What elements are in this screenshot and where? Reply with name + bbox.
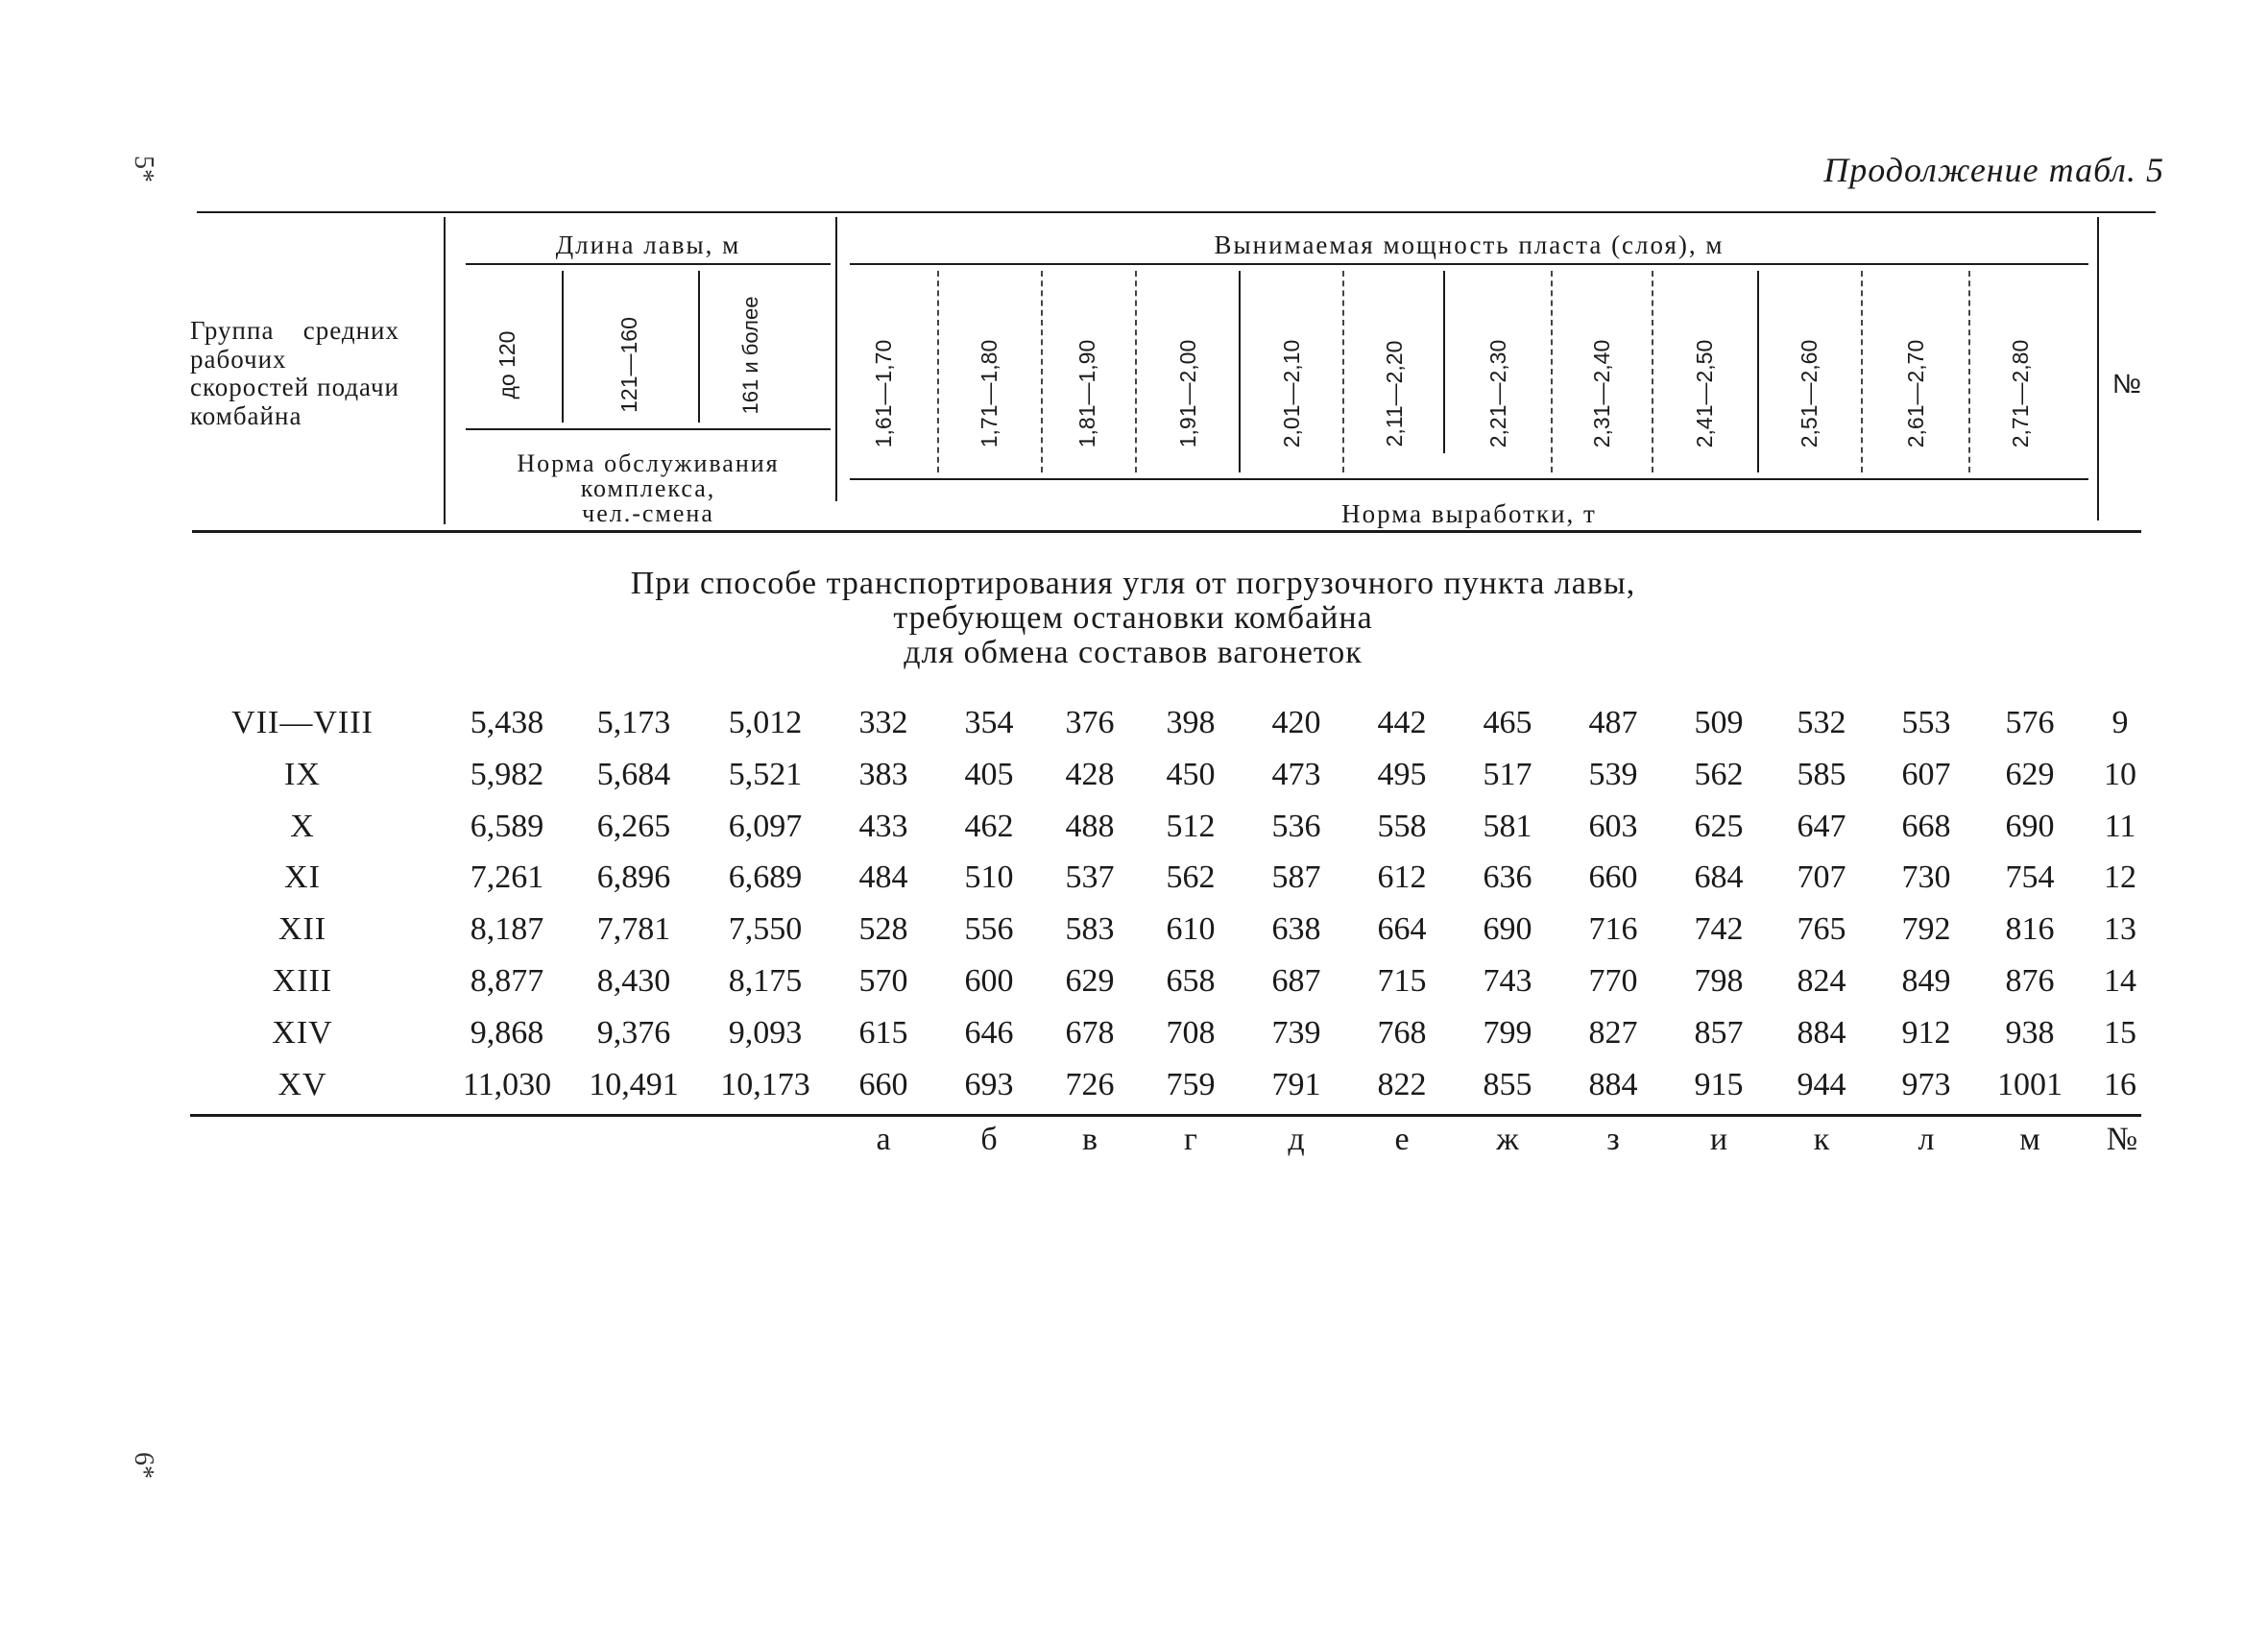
cell-output-4: 450 [1166, 756, 1216, 792]
row-group-label: XI [284, 859, 321, 896]
cell-output-8: 660 [1588, 859, 1638, 896]
header-vline-mid [835, 217, 837, 501]
cell-output-6: 442 [1377, 705, 1427, 740]
cell-output-10: 532 [1797, 705, 1846, 740]
cell-length-1: 11,030 [462, 1066, 552, 1102]
footer-letter: л [1918, 1122, 1935, 1157]
thick-sep-11 [1968, 271, 1970, 472]
footer-letter: е [1394, 1122, 1410, 1157]
length-sep-1 [562, 271, 564, 423]
cell-output-12: 1001 [1997, 1066, 2063, 1102]
cell-output-4: 562 [1166, 859, 1216, 896]
cell-output-8: 716 [1588, 911, 1638, 948]
footer-letter: к [1813, 1122, 1830, 1157]
cell-output-2: 405 [964, 756, 1014, 792]
cell-output-4: 759 [1166, 1066, 1216, 1102]
cell-output-7: 581 [1483, 808, 1532, 844]
cell-output-8: 539 [1588, 756, 1638, 792]
thickness-title-rule [850, 263, 2088, 265]
thick-col-8: 2,31—2,40 [1589, 339, 1614, 448]
cell-output-11: 792 [1901, 911, 1951, 948]
footer-letter: д [1288, 1122, 1305, 1157]
thick-col-6: 2,11—2,20 [1382, 340, 1407, 448]
cell-output-12: 754 [2005, 859, 2055, 896]
continuation-label: Продолжение табл. 5 [1823, 151, 2164, 189]
length-sep-2 [698, 271, 700, 423]
table-bottom-rule [190, 1114, 2141, 1117]
row-number: 11 [2104, 808, 2136, 844]
thick-col-5: 2,01—2,10 [1279, 339, 1304, 448]
cell-output-4: 658 [1166, 963, 1216, 999]
row-group-label: XII [277, 911, 327, 948]
cell-output-8: 884 [1588, 1066, 1638, 1102]
cell-output-9: 742 [1694, 911, 1744, 948]
cell-output-9: 509 [1694, 705, 1744, 740]
cell-output-3: 678 [1065, 1014, 1115, 1051]
cell-output-7: 636 [1483, 859, 1532, 896]
cell-output-12: 690 [2005, 808, 2055, 844]
cell-length-3: 7,550 [728, 911, 803, 948]
cell-output-4: 398 [1166, 705, 1216, 740]
header-vline-left [444, 217, 446, 524]
row-group-label: XIV [272, 1014, 333, 1051]
thick-col-12: 2,71—2,80 [2008, 339, 2033, 448]
cell-length-3: 6,097 [728, 808, 803, 844]
cell-output-8: 487 [1588, 705, 1638, 740]
thick-sep-5 [1342, 271, 1344, 472]
cell-output-1: 660 [858, 1066, 908, 1102]
thick-col-2: 1,71—1,80 [977, 339, 1001, 448]
cell-output-7: 743 [1483, 963, 1532, 999]
cell-output-3: 629 [1065, 963, 1115, 999]
cell-output-5: 536 [1271, 808, 1321, 844]
row-number: 13 [2104, 911, 2136, 948]
header-vline-right [2097, 217, 2099, 520]
row-number: 16 [2104, 1066, 2136, 1102]
cell-length-1: 9,868 [470, 1014, 544, 1051]
cell-output-1: 615 [858, 1014, 908, 1051]
cell-output-3: 583 [1065, 911, 1115, 948]
thick-sep-2 [1041, 271, 1043, 472]
cell-length-2: 6,896 [596, 859, 671, 896]
cell-output-1: 433 [858, 808, 908, 844]
thick-sep-4 [1239, 271, 1241, 472]
cell-length-2: 8,430 [596, 963, 671, 999]
row-group-label: XV [277, 1066, 327, 1102]
cell-output-8: 770 [1588, 963, 1638, 999]
cell-output-11: 849 [1901, 963, 1951, 999]
cell-output-5: 587 [1271, 859, 1321, 896]
thick-col-4: 1,91—2,00 [1175, 339, 1200, 448]
thick-col-10: 2,51—2,60 [1797, 339, 1822, 448]
thick-col-7: 2,21—2,30 [1485, 339, 1510, 448]
thick-sep-1 [937, 271, 939, 472]
footer-letter: ж [1496, 1122, 1519, 1157]
service-norm-label [470, 451, 826, 526]
cell-length-2: 10,491 [589, 1066, 679, 1102]
thick-sep-6 [1443, 271, 1445, 453]
cell-output-6: 715 [1377, 963, 1427, 999]
row-group-label: VII—VIII [231, 705, 374, 740]
cell-output-8: 827 [1588, 1014, 1638, 1051]
cell-output-3: 537 [1065, 859, 1115, 896]
thick-sep-10 [1861, 271, 1863, 472]
footer-letter: в [1081, 1122, 1098, 1157]
row-group-label: IX [284, 756, 321, 792]
thick-col-9: 2,41—2,50 [1692, 339, 1717, 448]
cell-output-2: 354 [964, 705, 1014, 740]
footer-no-label: № [2106, 1122, 2138, 1157]
cell-output-7: 855 [1483, 1066, 1532, 1102]
cell-output-12: 629 [2005, 756, 2055, 792]
cell-length-3: 5,521 [728, 756, 803, 792]
cell-output-3: 428 [1065, 756, 1115, 792]
cell-output-9: 798 [1694, 963, 1744, 999]
row-group-label: X [290, 808, 315, 844]
row-number: 15 [2104, 1014, 2136, 1051]
cell-output-2: 600 [964, 963, 1014, 999]
cell-output-10: 765 [1797, 911, 1846, 948]
cell-output-2: 462 [964, 808, 1014, 844]
header-no-label: № [2112, 369, 2142, 399]
header-top-rule [197, 211, 2156, 213]
cell-output-5: 420 [1271, 705, 1321, 740]
cell-length-1: 8,187 [470, 911, 544, 948]
cell-output-7: 517 [1483, 756, 1532, 792]
cell-output-5: 473 [1271, 756, 1321, 792]
cell-length-1: 5,982 [470, 756, 544, 792]
cell-output-3: 488 [1065, 808, 1115, 844]
cell-output-4: 610 [1166, 911, 1216, 948]
cell-output-8: 603 [1588, 808, 1638, 844]
row-number: 12 [2104, 859, 2136, 896]
cell-output-5: 791 [1271, 1066, 1321, 1102]
cell-output-12: 816 [2005, 911, 2055, 948]
cell-length-1: 5,438 [470, 705, 544, 740]
thick-col-11: 2,61—2,70 [1903, 339, 1928, 448]
cell-length-2: 9,376 [596, 1014, 671, 1051]
footer-letter: г [1184, 1122, 1197, 1157]
cell-output-9: 857 [1694, 1014, 1744, 1051]
cell-length-3: 9,093 [728, 1014, 803, 1051]
length-title-rule [466, 263, 831, 265]
footer-letter: б [980, 1122, 998, 1157]
cell-output-2: 646 [964, 1014, 1014, 1051]
section-title [499, 567, 1767, 670]
footer-letter: з [1606, 1122, 1620, 1157]
cell-output-6: 768 [1377, 1014, 1427, 1051]
cell-length-2: 5,684 [596, 756, 671, 792]
cell-output-6: 558 [1377, 808, 1427, 844]
cell-output-4: 708 [1166, 1014, 1216, 1051]
thick-sep-8 [1652, 271, 1653, 472]
length-col-2: 121—160 [616, 317, 641, 413]
cell-length-3: 6,689 [728, 859, 803, 896]
output-norm-label: Норма выработки, т [1341, 499, 1597, 528]
cell-output-10: 707 [1797, 859, 1846, 896]
footer-letter: и [1709, 1122, 1728, 1157]
cell-output-1: 484 [858, 859, 908, 896]
thick-sep-7 [1551, 271, 1553, 472]
cell-output-11: 973 [1901, 1066, 1951, 1102]
cell-output-10: 944 [1797, 1066, 1846, 1102]
cell-output-12: 576 [2005, 705, 2055, 740]
cell-output-2: 510 [964, 859, 1014, 896]
section-title-line-2: требующем остановки комбайна [893, 600, 1373, 636]
cell-output-9: 562 [1694, 756, 1744, 792]
cell-output-5: 687 [1271, 963, 1321, 999]
cell-output-7: 690 [1483, 911, 1532, 948]
service-norm-line-1: Норма обслуживания [517, 449, 780, 477]
section-title-line-1: При способе транспортирования угля от погрузочного пункта лавы, [630, 566, 1636, 601]
thick-sep-9 [1757, 271, 1759, 472]
cell-length-2: 7,781 [596, 911, 671, 948]
length-title: Длина лавы, м [555, 230, 741, 259]
cell-output-6: 612 [1377, 859, 1427, 896]
footer-letter: м [2019, 1122, 2040, 1157]
cell-output-3: 726 [1065, 1066, 1115, 1102]
cell-output-11: 607 [1901, 756, 1951, 792]
cell-output-6: 664 [1377, 911, 1427, 948]
cell-length-1: 7,261 [470, 859, 544, 896]
length-col-1: до 120 [495, 330, 519, 399]
cell-output-11: 668 [1901, 808, 1951, 844]
cell-output-1: 383 [858, 756, 908, 792]
margin-mark-top: 5* [129, 156, 158, 182]
cell-output-4: 512 [1166, 808, 1216, 844]
cell-length-2: 6,265 [596, 808, 671, 844]
cell-output-10: 884 [1797, 1014, 1846, 1051]
cell-output-12: 938 [2005, 1014, 2055, 1051]
cell-output-2: 693 [964, 1066, 1014, 1102]
thick-sep-3 [1135, 271, 1137, 472]
cell-output-11: 553 [1901, 705, 1951, 740]
cell-output-6: 822 [1377, 1066, 1427, 1102]
cell-output-7: 799 [1483, 1014, 1532, 1051]
cell-output-10: 647 [1797, 808, 1846, 844]
cell-output-3: 376 [1065, 705, 1115, 740]
cell-length-1: 8,877 [470, 963, 544, 999]
cell-output-1: 570 [858, 963, 908, 999]
cell-length-3: 5,012 [728, 705, 803, 740]
cell-output-7: 465 [1483, 705, 1532, 740]
cell-output-9: 915 [1694, 1066, 1744, 1102]
row-number: 9 [2111, 705, 2129, 740]
cell-length-2: 5,173 [596, 705, 671, 740]
cell-output-1: 528 [858, 911, 908, 948]
cell-output-9: 684 [1694, 859, 1744, 896]
cell-output-1: 332 [858, 705, 908, 740]
cell-output-10: 824 [1797, 963, 1846, 999]
row-number: 10 [2104, 756, 2136, 792]
footer-letter: а [876, 1122, 891, 1157]
cell-output-5: 739 [1271, 1014, 1321, 1051]
section-title-line-3: для обмена составов вагонеток [904, 635, 1363, 670]
cell-length-1: 6,589 [470, 808, 544, 844]
header-bottom-rule [192, 530, 2141, 533]
cell-output-2: 556 [964, 911, 1014, 948]
row-group-label: XIII [272, 963, 333, 999]
cell-output-6: 495 [1377, 756, 1427, 792]
cell-output-11: 912 [1901, 1014, 1951, 1051]
cell-output-11: 730 [1901, 859, 1951, 896]
row-number: 14 [2104, 963, 2136, 999]
thick-col-1: 1,61—1,70 [871, 339, 896, 448]
cell-length-3: 8,175 [728, 963, 803, 999]
thick-col-3: 1,81—1,90 [1074, 339, 1099, 448]
thickness-title: Вынимаемая мощность пласта (слоя), м [1214, 230, 1725, 259]
length-col-3: 161 и более [738, 296, 762, 415]
cell-output-12: 876 [2005, 963, 2055, 999]
group-label: Группа средних рабочих скоростей подачи комбайна [190, 316, 399, 431]
cell-output-10: 585 [1797, 756, 1846, 792]
margin-mark-bottom: 6* [129, 1452, 158, 1479]
cell-length-3: 10,173 [720, 1066, 810, 1102]
service-norm-line-3: чел.-смена [582, 499, 714, 527]
cell-output-9: 625 [1694, 808, 1744, 844]
cell-output-5: 638 [1271, 911, 1321, 948]
service-norm-line-2: комплекса, [580, 474, 716, 502]
